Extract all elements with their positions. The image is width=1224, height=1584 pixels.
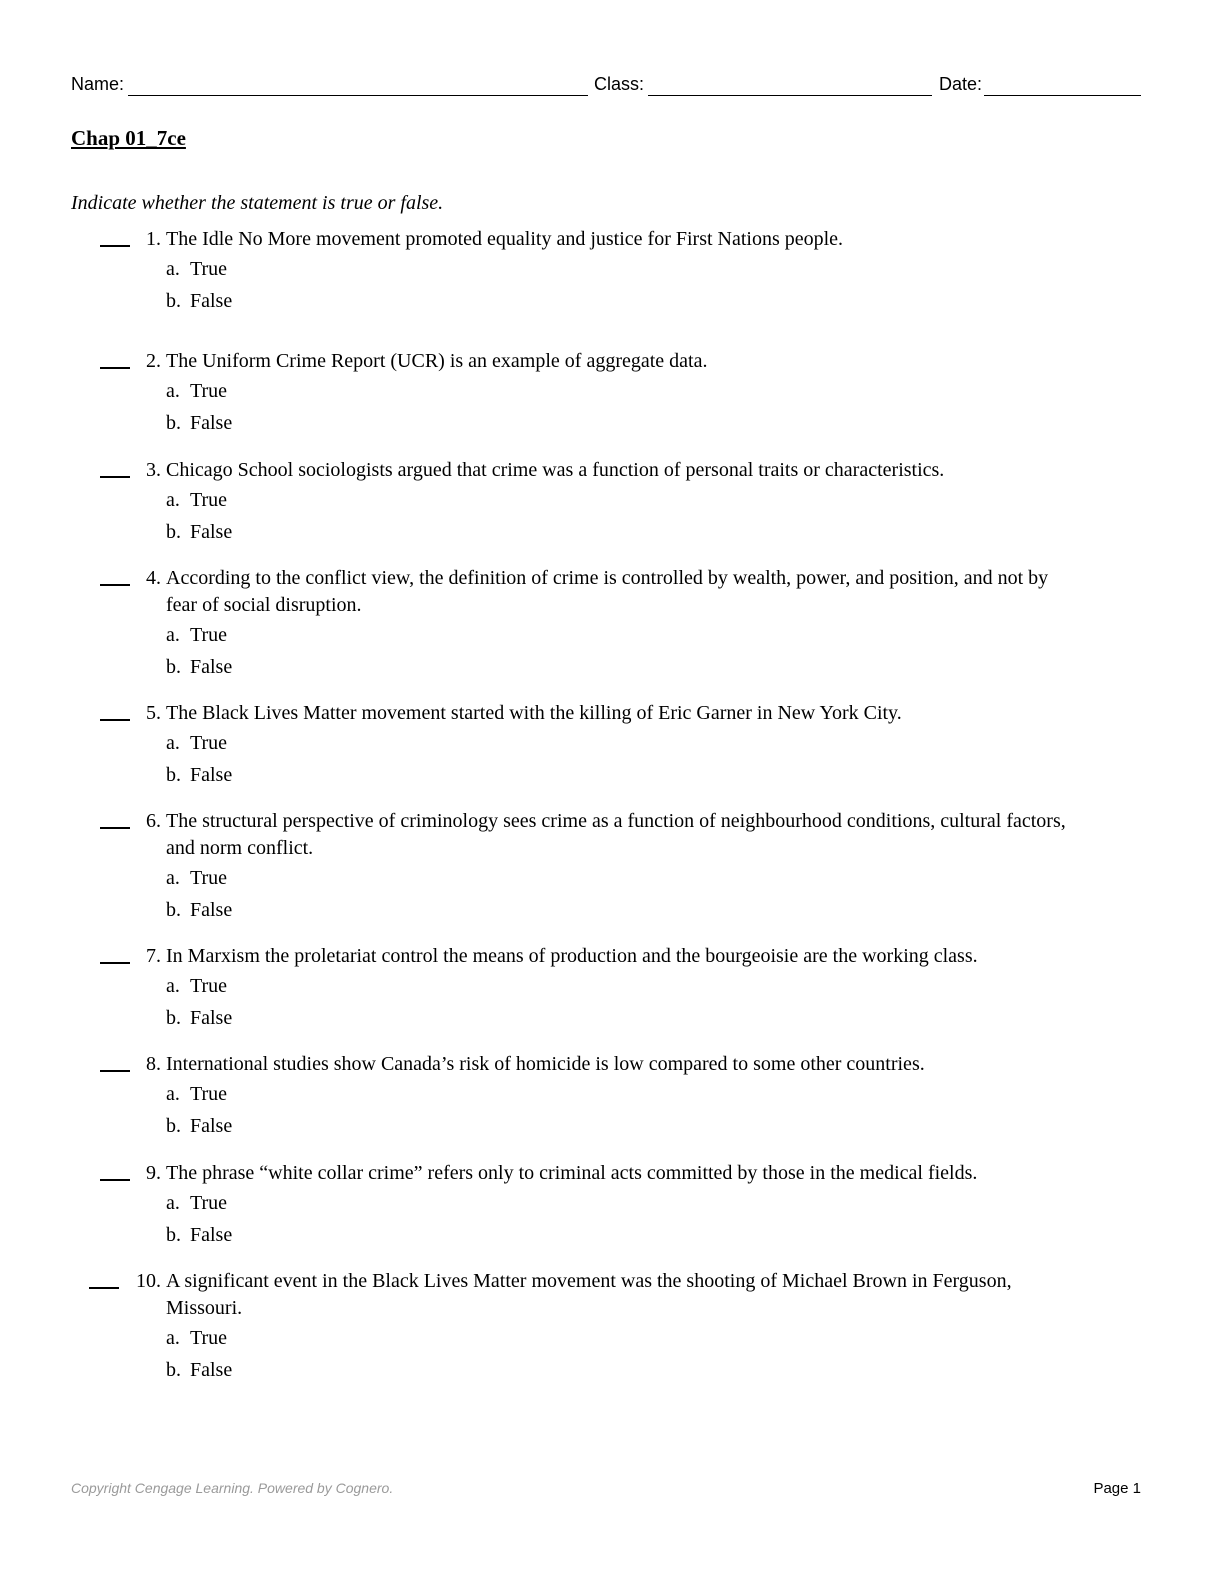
question-text-continued: and norm conflict. bbox=[166, 837, 314, 859]
option-label: False bbox=[190, 1115, 233, 1137]
option-letter: a. bbox=[166, 624, 180, 646]
option-label: True bbox=[190, 258, 228, 280]
question-text: A significant event in the Black Lives Matter movement was the shooting of Michael Brown in Ferguson, bbox=[166, 1270, 1012, 1292]
name-label: Name: bbox=[71, 74, 125, 94]
option-letter: a. bbox=[166, 975, 180, 997]
page-number: Page 1 bbox=[1093, 1480, 1141, 1497]
question-text: The Black Lives Matter movement started with the killing of Eric Garner in New York City. bbox=[166, 702, 902, 724]
option-a bbox=[166, 487, 227, 514]
question-text-continued: fear of social disruption. bbox=[166, 594, 362, 616]
question-text: The phrase “white collar crime” refers only to criminal acts committed by those in the medical fields. bbox=[166, 1162, 978, 1184]
question-text: The Uniform Crime Report (UCR) is an example of aggregate data. bbox=[166, 350, 708, 372]
option-label: True bbox=[190, 867, 228, 889]
question-text: According to the conflict view, the definition of crime is controlled by wealth, power, and position, and not by bbox=[166, 567, 1049, 589]
option-a bbox=[166, 865, 227, 892]
option-letter: b. bbox=[166, 521, 181, 543]
option-letter: a. bbox=[166, 258, 180, 280]
question-text: The Idle No More movement promoted equality and justice for First Nations people. bbox=[166, 228, 844, 250]
question-text: International studies show Canada’s risk of homicide is low compared to some other countries. bbox=[166, 1053, 925, 1075]
question-text: Chicago School sociologists argued that crime was a function of personal traits or characteristics. bbox=[166, 459, 945, 481]
option-a bbox=[166, 378, 227, 405]
class-field[interactable] bbox=[648, 95, 932, 96]
question-number: 1. bbox=[146, 228, 161, 250]
copyright-footer: Copyright Cengage Learning. Powered by Cognero. bbox=[71, 1480, 394, 1496]
option-letter: b. bbox=[166, 1359, 181, 1381]
option-label: True bbox=[190, 489, 228, 511]
answer-blank[interactable] bbox=[100, 827, 130, 829]
class-label: Class: bbox=[594, 74, 645, 94]
option-b bbox=[166, 654, 232, 681]
question-text-continued: Missouri. bbox=[166, 1297, 243, 1319]
option-label: False bbox=[190, 290, 233, 312]
option-label: False bbox=[190, 764, 233, 786]
option-a bbox=[166, 622, 227, 649]
option-b bbox=[166, 1222, 232, 1249]
option-a bbox=[166, 973, 227, 1000]
option-a bbox=[166, 256, 227, 283]
option-a bbox=[166, 1081, 227, 1108]
option-label: False bbox=[190, 899, 233, 921]
option-letter: a. bbox=[166, 732, 180, 754]
question-number: 5. bbox=[146, 702, 161, 724]
question-number: 3. bbox=[146, 459, 161, 481]
page-title: Chap 01_7ce bbox=[71, 126, 186, 150]
question-number: 4. bbox=[146, 567, 161, 589]
question-number: 7. bbox=[146, 945, 161, 967]
question-number: 9. bbox=[146, 1162, 161, 1184]
option-a bbox=[166, 1325, 227, 1352]
option-letter: a. bbox=[166, 1192, 180, 1214]
question-number: 6. bbox=[146, 810, 161, 832]
option-letter: b. bbox=[166, 412, 181, 434]
student-info-header bbox=[71, 72, 1141, 98]
answer-blank[interactable] bbox=[100, 1179, 130, 1181]
option-letter: b. bbox=[166, 656, 181, 678]
option-label: False bbox=[190, 521, 233, 543]
option-label: True bbox=[190, 975, 228, 997]
answer-blank[interactable] bbox=[100, 962, 130, 964]
answer-blank[interactable] bbox=[100, 245, 130, 247]
option-label: True bbox=[190, 1327, 228, 1349]
question-number: 2. bbox=[146, 350, 161, 372]
option-b bbox=[166, 897, 232, 924]
option-letter: b. bbox=[166, 1224, 181, 1246]
option-b bbox=[166, 288, 232, 315]
option-b bbox=[166, 410, 232, 437]
option-label: True bbox=[190, 1192, 228, 1214]
option-letter: a. bbox=[166, 1327, 180, 1349]
question-text: The structural perspective of criminology sees crime as a function of neighbourhood conditions, cultural factors, bbox=[166, 810, 1066, 832]
option-a bbox=[166, 730, 227, 757]
option-b bbox=[166, 519, 232, 546]
option-label: True bbox=[190, 732, 228, 754]
option-label: False bbox=[190, 412, 233, 434]
option-letter: a. bbox=[166, 867, 180, 889]
option-a bbox=[166, 1190, 227, 1217]
answer-blank[interactable] bbox=[89, 1287, 119, 1289]
option-label: True bbox=[190, 624, 228, 646]
option-label: False bbox=[190, 1007, 233, 1029]
answer-blank[interactable] bbox=[100, 584, 130, 586]
option-label: False bbox=[190, 656, 233, 678]
option-b bbox=[166, 1005, 232, 1032]
option-letter: b. bbox=[166, 899, 181, 921]
option-letter: b. bbox=[166, 290, 181, 312]
question-number: 10. bbox=[136, 1270, 161, 1292]
answer-blank[interactable] bbox=[100, 476, 130, 478]
name-field[interactable] bbox=[128, 95, 588, 96]
option-letter: a. bbox=[166, 489, 180, 511]
date-field[interactable] bbox=[984, 95, 1141, 96]
answer-blank[interactable] bbox=[100, 367, 130, 369]
option-b bbox=[166, 762, 232, 789]
option-b bbox=[166, 1357, 232, 1384]
question-number: 8. bbox=[146, 1053, 161, 1075]
option-label: True bbox=[190, 1083, 228, 1105]
option-b bbox=[166, 1113, 232, 1140]
option-letter: b. bbox=[166, 1115, 181, 1137]
date-label: Date: bbox=[939, 74, 983, 94]
option-label: False bbox=[190, 1224, 233, 1246]
option-letter: b. bbox=[166, 1007, 181, 1029]
option-letter: a. bbox=[166, 380, 180, 402]
answer-blank[interactable] bbox=[100, 719, 130, 721]
option-label: False bbox=[190, 1359, 233, 1381]
option-letter: b. bbox=[166, 764, 181, 786]
question-text: In Marxism the proletariat control the means of production and the bourgeoisie are the working class. bbox=[166, 945, 978, 967]
answer-blank[interactable] bbox=[100, 1070, 130, 1072]
option-label: True bbox=[190, 380, 228, 402]
instruction-text: Indicate whether the statement is true or false. bbox=[71, 192, 444, 214]
option-letter: a. bbox=[166, 1083, 180, 1105]
